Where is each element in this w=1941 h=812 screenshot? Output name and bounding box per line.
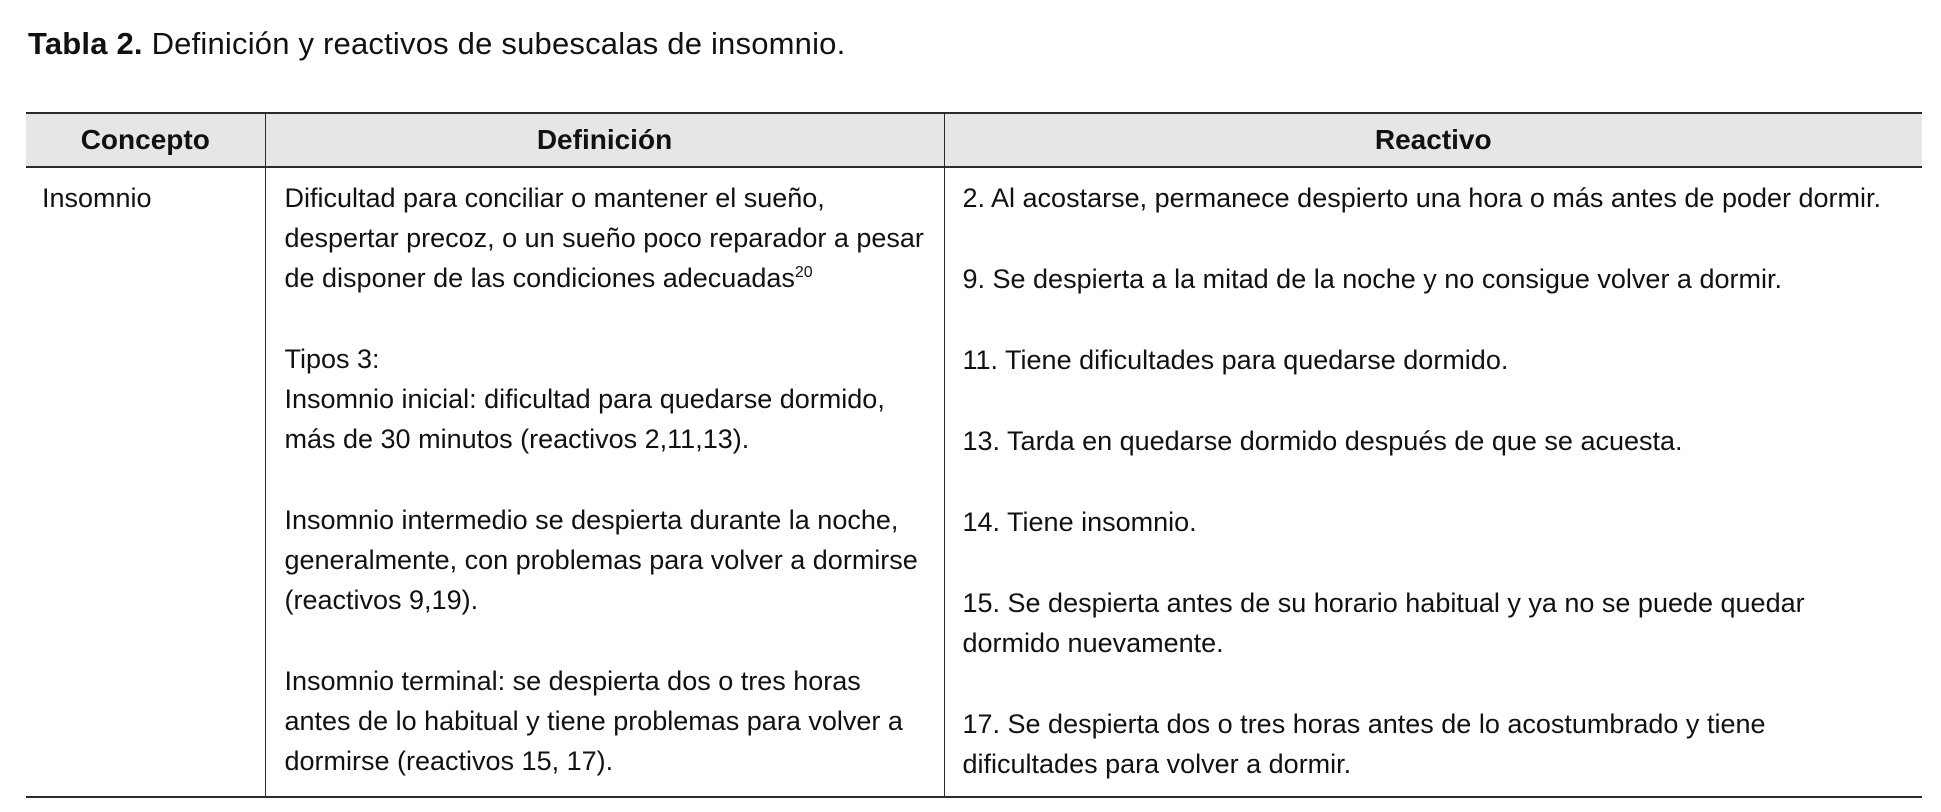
- types-title: Tipos 3:: [284, 344, 380, 374]
- type-terminal: Insomnio terminal: se despierta dos o tres horas antes de lo habitual y tiene problemas para volver a dormirse (reactivos 15, 17).: [284, 666, 903, 776]
- insomnia-subscale-table: [26, 112, 1922, 798]
- list-item: 14. Tiene insomnio.: [962, 507, 1197, 537]
- definition-reference: 20: [794, 264, 813, 281]
- table-row: [26, 167, 1922, 797]
- concept-text: Insomnio: [42, 183, 152, 213]
- type-initial: Insomnio inicial: dificultad para quedarse dormido, más de 30 minutos (reactivos 2,11,13).: [284, 384, 885, 454]
- definition-intro-text: Dificultad para conciliar o mantener el sueño, despertar precoz, o un sueño poco reparador a pesar de disponer de las condiciones adecuadas: [284, 183, 924, 293]
- definition-cell: [265, 167, 944, 797]
- items-cell: [944, 167, 1922, 797]
- list-item: 11. Tiene dificultades para quedarse dormido.: [962, 345, 1509, 375]
- header-concepto: Concepto: [26, 113, 265, 167]
- header-row: [26, 113, 1922, 167]
- definition-types: [285, 339, 926, 459]
- type-intermediate: Insomnio intermedio se despierta durante la noche, generalmente, con problemas para volver a dormirse (reactivos 9,19).: [284, 505, 918, 615]
- list-item: 17. Se despierta dos o tres horas antes de lo acostumbrado y tiene dificultades para volver a dormir.: [962, 709, 1766, 779]
- definition-intro: [285, 178, 926, 298]
- header-definicion: Definición: [265, 113, 944, 167]
- caption-text: Definición y reactivos de subescalas de insomnio.: [151, 26, 846, 61]
- list-item: 9. Se despierta a la mitad de la noche y no consigue volver a dormir.: [962, 264, 1782, 294]
- list-item: 15. Se despierta antes de su horario habitual y ya no se puede quedar dormido nuevamente.: [962, 588, 1805, 658]
- caption-label: Tabla 2.: [28, 26, 143, 61]
- list-item: 13. Tarda en quedarse dormido después de que se acuesta.: [962, 426, 1683, 456]
- header-reactivo: Reactivo: [944, 113, 1922, 167]
- table-body: [26, 167, 1922, 797]
- table-caption: [28, 26, 845, 62]
- table-header: [26, 113, 1922, 167]
- list-item: 2. Al acostarse, permanece despierto una hora o más antes de poder dormir.: [962, 183, 1882, 213]
- concept-cell: [26, 167, 265, 797]
